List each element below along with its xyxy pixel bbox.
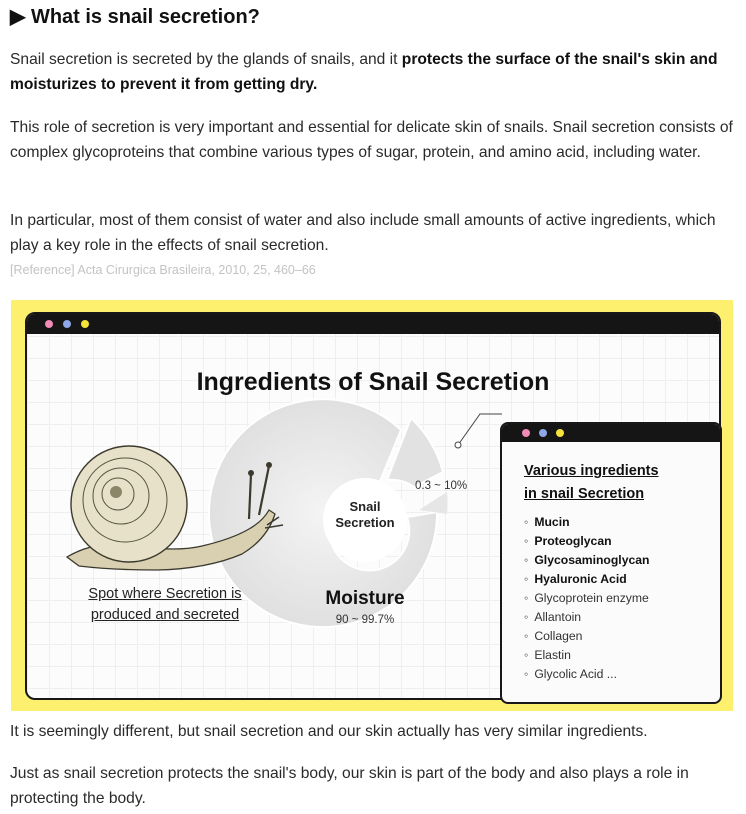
ingredient-item: ◦ Glycoprotein enzyme [524,589,649,608]
ingredient-item: ◦ Mucin [524,513,649,532]
moisture-label: Moisture [325,588,405,609]
paragraph-intro [10,47,738,97]
ingredient-item: ◦ Proteoglycan [524,532,649,551]
snail-caption-line2: produced and secreted [90,607,240,623]
ingredient-item: ◦ Collagen [524,627,649,646]
paragraph-protection: Just as snail secretion protects the snail's body, our skin is part of the body and also plays a role in protecting the body. [10,765,689,807]
ingredients-panel [500,422,722,704]
ingredient-item: ◦ Hyaluronic Acid [524,570,649,589]
snail-caption [72,584,258,626]
panel-dot-pink [522,429,530,437]
snail-caption-line1: Spot where Secretion is [88,586,242,602]
ingredient-item: ◦ Glycolic Acid ... [524,665,649,684]
intro-bold-text: protects the surface of the snail's skin and moisturizes to prevent it from getting dry. [10,51,718,93]
other-ingredients-range: 0.3 ~ 10% [415,480,468,492]
intro-plain-text: Snail secretion is secreted by the glands of snails, and it [10,51,402,68]
paragraph-water: In particular, most of them consist of water and also include small amounts of active ingredients, which play a key role in the effects of snail secretion. [10,212,716,254]
third-segment [419,492,448,514]
ingredient-item: ◦ Elastin [524,646,649,665]
reference-citation: [Reference] Acta Cirurgica Brasileira, 2010, 25, 460–66 [10,263,316,277]
ingredients-figure [11,300,733,711]
paragraph-similarity: It is seemingly different, but snail secretion and our skin actually has very similar ingredients. [10,723,648,740]
ingredients-list [524,513,649,684]
figure-title: Ingredients of Snail Secretion [196,368,550,396]
ingredient-item: ◦ Glycosaminoglycan [524,551,649,570]
panel-title-line1: Various ingredients [524,463,659,479]
callout-dot [455,442,461,448]
panel-titlebar [502,424,720,442]
ingredient-item: ◦ Allantoin [524,608,649,627]
donut-center-label [327,499,403,531]
paragraph-role: This role of secretion is very important and essential for delicate skin of snails. Snail secretion consists of complex glycoproteins that combine various types of sugar, protein, and amino acid, including water. [10,119,733,161]
panel-title-line2: in snail Secretion [524,486,645,502]
moisture-range: 90 ~ 99.7% [335,614,395,626]
center-label-line1: Snail [349,499,381,514]
callout-line [458,414,502,445]
panel-dot-blue [539,429,547,437]
section-heading: ▶ What is snail secretion? [10,6,260,28]
center-label-line2: Secretion [335,515,395,530]
panel-dot-yellow [556,429,564,437]
panel-title [524,460,659,506]
